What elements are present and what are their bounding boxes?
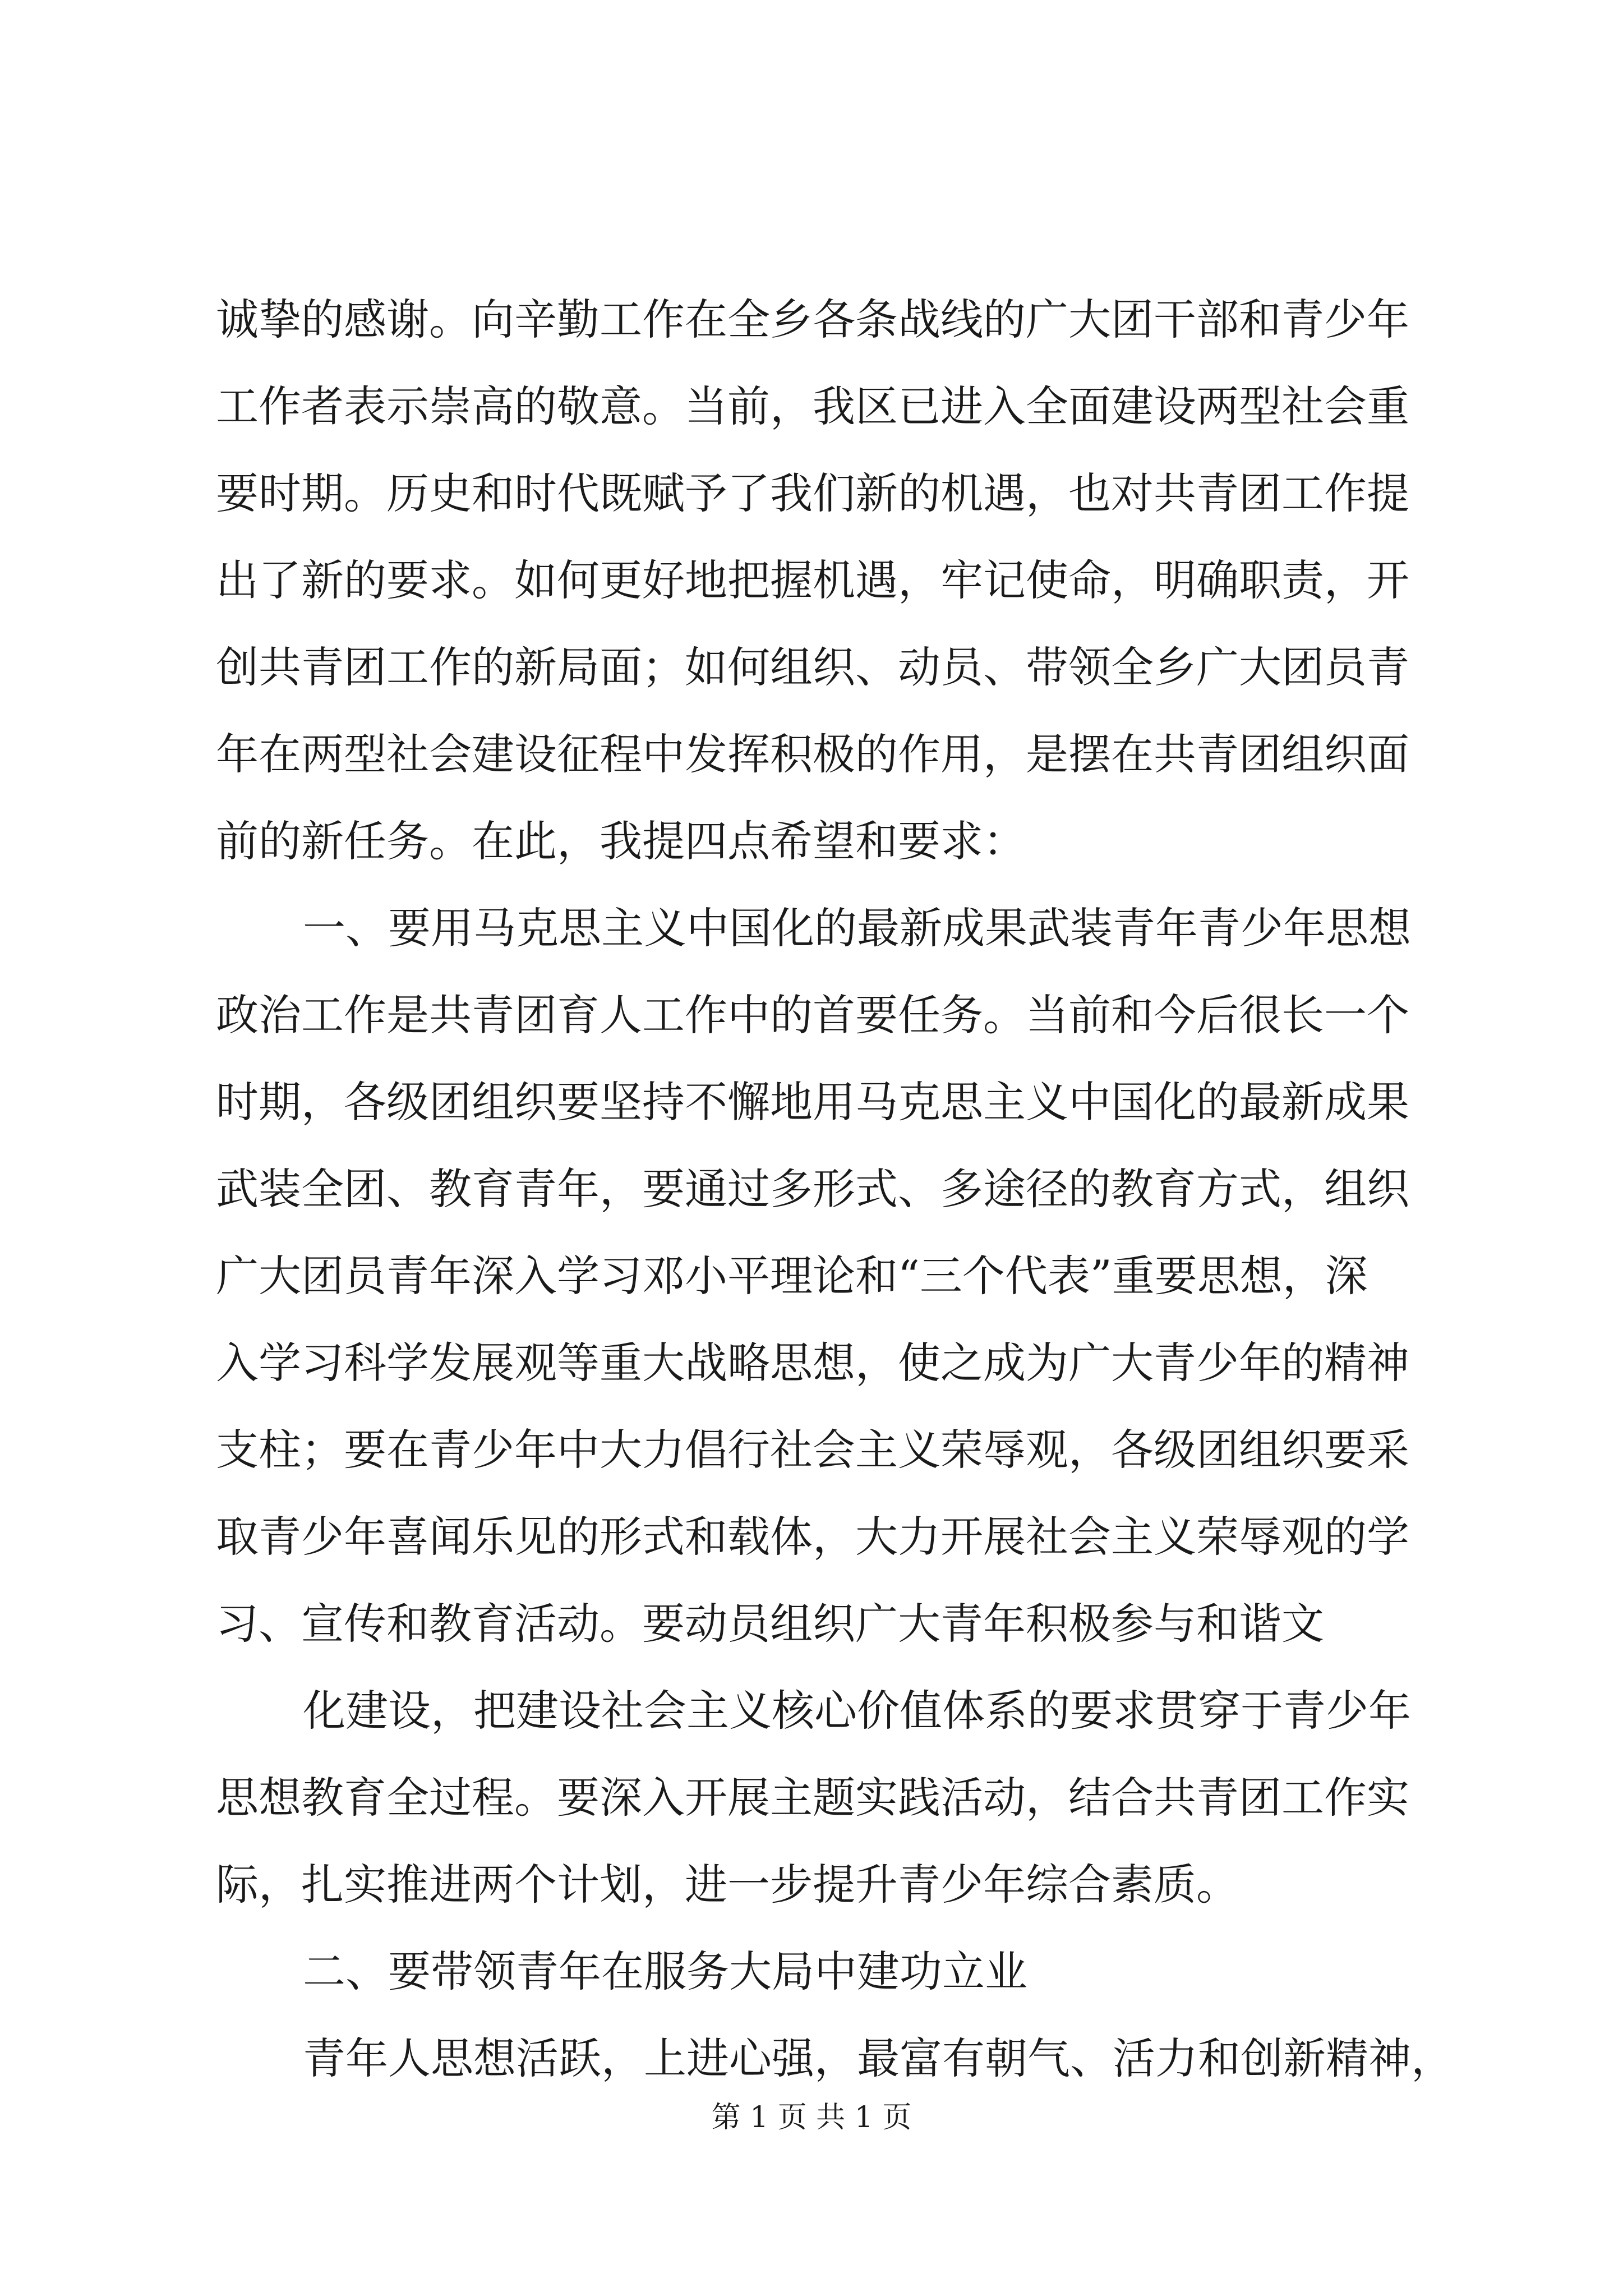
text-line: 武装全团、教育青年，要通过多形式、多途径的教育方式，组织 xyxy=(216,1164,1409,1214)
text-line: 要时期。历史和时代既赋予了我们新的机遇，也对共青团工作提 xyxy=(216,468,1409,518)
text-line: 思想教育全过程。要深入开展主题实践活动，结合共青团工作实 xyxy=(216,1773,1409,1823)
text-line: 习、宣传和教育活动。要动员组织广大青年积极参与和谐文 xyxy=(216,1599,1324,1649)
page-footer: 第 1 页 共 1 页 xyxy=(711,2101,912,2134)
text-line: 创共青团工作的新局面；如何组织、动员、带领全乡广大团员青 xyxy=(216,642,1409,692)
text-line: 化建设，把建设社会主义核心价值体系的要求贯穿于青少年 xyxy=(303,1686,1411,1736)
text-line: 支柱；要在青少年中大力倡行社会主义荣辱观，各级团组织要采 xyxy=(216,1425,1409,1475)
text-line: 广大团员青年深入学习邓小平理论和“三个代表”重要思想，深 xyxy=(216,1251,1368,1301)
text-line: 取青少年喜闻乐见的形式和载体，大力开展社会主义荣辱观的学 xyxy=(216,1512,1409,1562)
text-line: 年在两型社会建设征程中发挥积极的作用，是摆在共青团组织面 xyxy=(216,729,1409,779)
text-line: 青年人思想活跃，上进心强，最富有朝气、活力和创新精神， xyxy=(303,2033,1454,2083)
section-heading-1: 一、要用马克思主义中国化的最新成果武装青年青少年思想 xyxy=(303,903,1411,953)
text-line: 工作者表示崇高的敬意。当前，我区已进入全面建设两型社会重 xyxy=(216,381,1409,431)
text-line: 政治工作是共青团育人工作中的首要任务。当前和今后很长一个 xyxy=(216,990,1409,1040)
section-heading-2: 二、要带领青年在服务大局中建功立业 xyxy=(303,1947,1027,1996)
text-line: 出了新的要求。如何更好地把握机遇，牢记使命，明确职责，开 xyxy=(216,555,1409,605)
text-line: 际，扎实推进两个计划，进一步提升青少年综合素质。 xyxy=(216,1860,1239,1910)
text-line: 诚挚的感谢。向辛勤工作在全乡各条战线的广大团干部和青少年 xyxy=(216,295,1409,344)
text-line: 前的新任务。在此，我提四点希望和要求： xyxy=(216,816,1026,866)
text-line: 入学习科学发展观等重大战略思想，使之成为广大青少年的精神 xyxy=(216,1338,1409,1388)
text-line: 时期，各级团组织要坚持不懈地用马克思主义中国化的最新成果 xyxy=(216,1077,1409,1127)
